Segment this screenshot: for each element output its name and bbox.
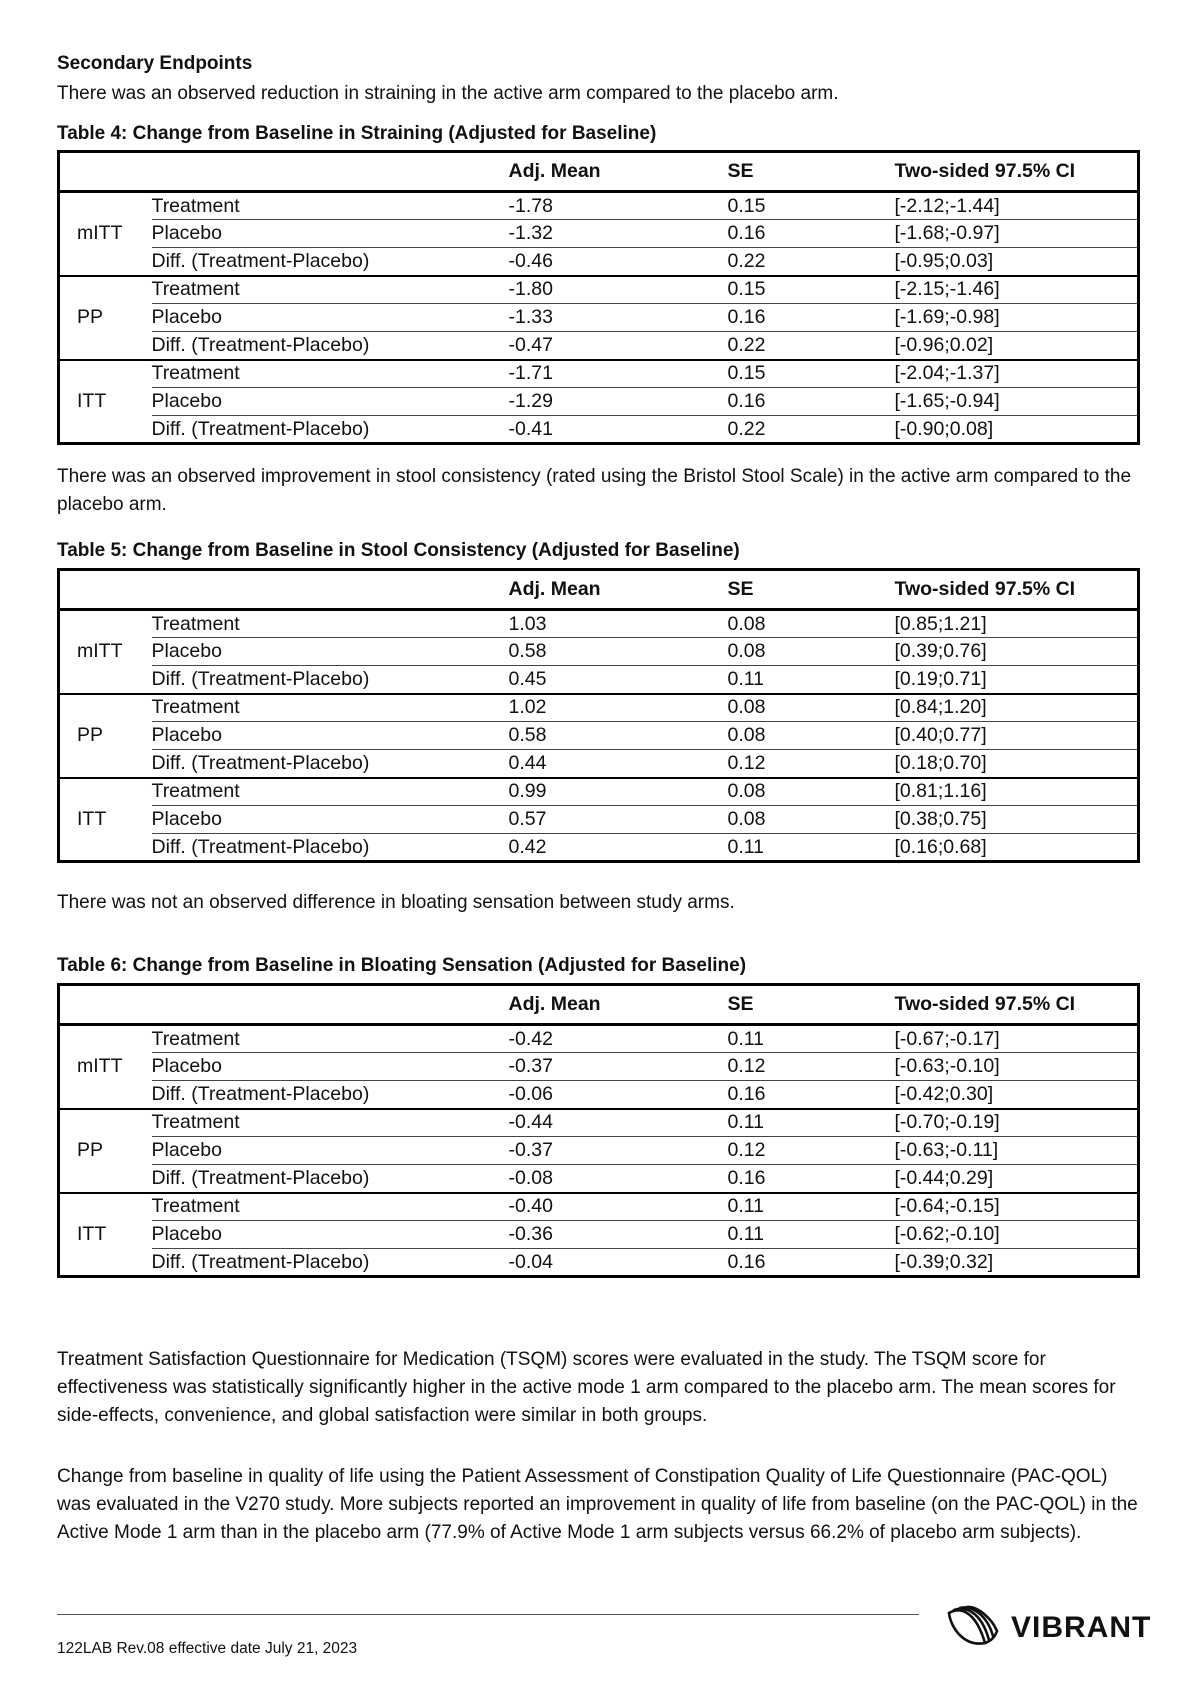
table-row bbox=[59, 1109, 1139, 1137]
se-cell: 0.16 bbox=[728, 388, 895, 416]
ci-cell: [0.38;0.75] bbox=[895, 806, 1139, 834]
population-label: ITT bbox=[77, 389, 107, 412]
se-cell: 0.15 bbox=[728, 276, 895, 304]
table-row bbox=[59, 834, 1139, 862]
population-label: mITT bbox=[59, 1025, 152, 1109]
population-label: mITT bbox=[59, 192, 152, 276]
table-row bbox=[59, 666, 1139, 694]
table-row bbox=[59, 1137, 1139, 1165]
adj-mean-cell: -0.42 bbox=[509, 1025, 728, 1053]
table-6 bbox=[57, 983, 1140, 1278]
table-row bbox=[59, 1081, 1139, 1109]
population-label: mITT bbox=[59, 610, 152, 694]
adj-mean-cell: -0.06 bbox=[509, 1081, 728, 1109]
adj-mean-cell: 0.44 bbox=[509, 750, 728, 778]
adj-mean-cell: 0.42 bbox=[508, 835, 547, 858]
header-blank bbox=[59, 985, 152, 1025]
arm-cell: Treatment bbox=[152, 360, 509, 388]
table-row bbox=[59, 416, 1139, 444]
section-heading: Secondary Endpoints bbox=[57, 53, 253, 74]
ci-cell: [0.16;0.68] bbox=[894, 835, 987, 858]
header-adj-mean: Adj. Mean bbox=[509, 985, 728, 1025]
ci-cell: [-0.63;-0.11] bbox=[895, 1137, 1139, 1165]
ci-cell: [0.39;0.76] bbox=[895, 638, 1139, 666]
header-ci: Two-sided 97.5% CI bbox=[895, 570, 1139, 610]
ci-cell: [-0.96;0.02] bbox=[895, 332, 1139, 360]
table-group bbox=[59, 1025, 1139, 1109]
table-row bbox=[59, 778, 1139, 806]
table-row bbox=[59, 304, 1139, 332]
adj-mean-cell: -0.46 bbox=[509, 248, 728, 276]
se-cell: 0.08 bbox=[728, 778, 895, 806]
adj-mean-cell: -1.29 bbox=[509, 388, 728, 416]
ci-cell: [0.18;0.70] bbox=[895, 750, 1139, 778]
se-cell: 0.12 bbox=[728, 750, 895, 778]
arm-cell: Placebo bbox=[152, 1053, 509, 1081]
ci-cell: [-0.95;0.03] bbox=[895, 248, 1139, 276]
arm-cell: Placebo bbox=[152, 1221, 509, 1249]
population-label: ITT bbox=[77, 1222, 107, 1245]
ci-cell: [-0.63;-0.10] bbox=[895, 1053, 1139, 1081]
ci-cell: [-1.68;-0.97] bbox=[895, 220, 1139, 248]
table-row bbox=[59, 1025, 1139, 1053]
se-cell: 0.11 bbox=[728, 666, 895, 694]
ci-cell: [0.84;1.20] bbox=[895, 694, 1139, 722]
se-cell: 0.22 bbox=[727, 417, 766, 440]
table-row bbox=[59, 1053, 1139, 1081]
table-group bbox=[59, 694, 1139, 778]
population-label: PP bbox=[59, 694, 152, 778]
header-adj-mean: Adj. Mean bbox=[509, 570, 728, 610]
adj-mean-cell: 0.57 bbox=[509, 806, 728, 834]
adj-mean-cell: -0.41 bbox=[508, 417, 553, 440]
arm-cell: Treatment bbox=[152, 276, 509, 304]
table-row bbox=[59, 806, 1139, 834]
ci-cell: [-0.67;-0.17] bbox=[895, 1025, 1139, 1053]
ci-cell: [-2.12;-1.44] bbox=[895, 192, 1139, 220]
se-cell: 0.22 bbox=[728, 332, 895, 360]
table-row bbox=[59, 388, 1139, 416]
population-label: PP bbox=[59, 276, 152, 360]
adj-mean-cell: 0.99 bbox=[509, 778, 728, 806]
table-header-row bbox=[59, 570, 1139, 610]
adj-mean-cell: -0.37 bbox=[509, 1053, 728, 1081]
table-group bbox=[59, 610, 1139, 694]
table-6-title: Table 6: Change from Baseline in Bloating Sensation (Adjusted for Baseline) bbox=[57, 955, 747, 976]
se-cell: 0.11 bbox=[728, 1221, 895, 1249]
se-cell: 0.16 bbox=[728, 1081, 895, 1109]
arm-cell: Diff. (Treatment-Placebo) bbox=[152, 1165, 509, 1193]
arm-cell: Diff. (Treatment-Placebo) bbox=[151, 417, 370, 440]
se-cell: 0.12 bbox=[728, 1053, 895, 1081]
arm-cell: Treatment bbox=[152, 192, 509, 220]
header-adj-mean: Adj. Mean bbox=[509, 152, 728, 192]
se-cell: 0.08 bbox=[728, 610, 895, 638]
header-blank bbox=[59, 570, 152, 610]
adj-mean-cell: -1.78 bbox=[509, 192, 728, 220]
table-row bbox=[59, 1249, 1139, 1277]
header-blank bbox=[152, 152, 509, 192]
table-group bbox=[59, 778, 1139, 862]
arm-cell: Diff. (Treatment-Placebo) bbox=[152, 666, 509, 694]
table-row bbox=[59, 360, 1139, 388]
adj-mean-cell: -1.33 bbox=[509, 304, 728, 332]
header-se: SE bbox=[728, 985, 895, 1025]
se-cell: 0.16 bbox=[728, 220, 895, 248]
se-cell: 0.11 bbox=[728, 1109, 895, 1137]
arm-cell: Placebo bbox=[152, 806, 509, 834]
table-row bbox=[59, 332, 1139, 360]
table-row bbox=[59, 610, 1139, 638]
adj-mean-cell: -1.71 bbox=[509, 360, 728, 388]
arm-cell: Diff. (Treatment-Placebo) bbox=[151, 1250, 370, 1273]
table-row bbox=[59, 1193, 1139, 1221]
table-5 bbox=[57, 568, 1140, 863]
table-group bbox=[59, 360, 1139, 444]
pacqol-paragraph: Change from baseline in quality of life using the Patient Assessment of Constipation Quality of Life Questionnaire (PAC-QOL) was evaluated in the V270 study. More subjects reported an improvement in quality of life from baseline (on the PAC-QOL) in the Active Mode 1 arm than in the placebo arm (77.9% of Active Mode 1 arm subjects versus 66.2% of placebo arm subjects). bbox=[57, 1466, 1138, 1543]
arm-cell: Placebo bbox=[152, 220, 509, 248]
ci-cell: [-0.70;-0.19] bbox=[895, 1109, 1139, 1137]
table-group bbox=[59, 192, 1139, 276]
vibrant-logo-mark-icon bbox=[945, 1603, 1003, 1653]
arm-cell: Treatment bbox=[152, 1109, 509, 1137]
se-cell: 0.11 bbox=[727, 835, 765, 858]
adj-mean-cell: -1.32 bbox=[509, 220, 728, 248]
header-ci: Two-sided 97.5% CI bbox=[895, 152, 1139, 192]
population-label: ITT bbox=[77, 807, 107, 830]
table-4 bbox=[57, 150, 1140, 445]
ci-cell: [-0.42;0.30] bbox=[895, 1081, 1139, 1109]
tsqm-paragraph: Treatment Satisfaction Questionnaire for Medication (TSQM) scores were evaluated in the study. The TSQM score for effectiveness was statistically significantly higher in the active mode 1 arm compared to the placebo arm. The mean scores for side-effects, convenience, and global satisfaction were similar in both groups. bbox=[57, 1349, 1116, 1426]
table-header-row bbox=[59, 152, 1139, 192]
arm-cell: Diff. (Treatment-Placebo) bbox=[152, 332, 509, 360]
table-5-title: Table 5: Change from Baseline in Stool Consistency (Adjusted for Baseline) bbox=[57, 540, 740, 561]
arm-cell: Diff. (Treatment-Placebo) bbox=[152, 248, 509, 276]
se-cell: 0.22 bbox=[728, 248, 895, 276]
adj-mean-cell: -1.80 bbox=[509, 276, 728, 304]
table-group bbox=[59, 1109, 1139, 1193]
table-row bbox=[59, 276, 1139, 304]
arm-cell: Treatment bbox=[152, 778, 509, 806]
bloating-paragraph: There was not an observed difference in bloating sensation between study arms. bbox=[57, 892, 735, 913]
header-se: SE bbox=[728, 152, 895, 192]
header-ci: Two-sided 97.5% CI bbox=[895, 985, 1139, 1025]
table-row bbox=[59, 220, 1139, 248]
table-row bbox=[59, 1221, 1139, 1249]
adj-mean-cell: 0.45 bbox=[509, 666, 728, 694]
se-cell: 0.12 bbox=[728, 1137, 895, 1165]
se-cell: 0.08 bbox=[728, 806, 895, 834]
arm-cell: Placebo bbox=[152, 1137, 509, 1165]
arm-cell: Placebo bbox=[152, 304, 509, 332]
adj-mean-cell: 0.58 bbox=[509, 638, 728, 666]
table-row bbox=[59, 722, 1139, 750]
table-group bbox=[59, 276, 1139, 360]
header-blank bbox=[152, 985, 509, 1025]
ci-cell: [0.19;0.71] bbox=[895, 666, 1139, 694]
se-cell: 0.08 bbox=[728, 638, 895, 666]
table-row bbox=[59, 694, 1139, 722]
arm-cell: Treatment bbox=[152, 694, 509, 722]
se-cell: 0.11 bbox=[728, 1193, 895, 1221]
logo-wordmark: VIBRANT bbox=[1011, 1611, 1152, 1644]
table-row bbox=[59, 638, 1139, 666]
se-cell: 0.08 bbox=[728, 722, 895, 750]
table-row bbox=[59, 1165, 1139, 1193]
arm-cell: Treatment bbox=[152, 610, 509, 638]
se-cell: 0.16 bbox=[728, 1165, 895, 1193]
arm-cell: Treatment bbox=[152, 1193, 509, 1221]
adj-mean-cell: -0.36 bbox=[509, 1221, 728, 1249]
ci-cell: [-1.65;-0.94] bbox=[895, 388, 1139, 416]
header-blank bbox=[59, 152, 152, 192]
se-cell: 0.11 bbox=[728, 1025, 895, 1053]
arm-cell: Diff. (Treatment-Placebo) bbox=[151, 835, 370, 858]
arm-cell: Treatment bbox=[152, 1025, 509, 1053]
se-cell: 0.15 bbox=[728, 192, 895, 220]
arm-cell: Diff. (Treatment-Placebo) bbox=[152, 1081, 509, 1109]
ci-cell: [0.85;1.21] bbox=[895, 610, 1139, 638]
ci-cell: [0.81;1.16] bbox=[895, 778, 1139, 806]
ci-cell: [-0.62;-0.10] bbox=[895, 1221, 1139, 1249]
se-cell: 0.15 bbox=[728, 360, 895, 388]
adj-mean-cell: -0.44 bbox=[509, 1109, 728, 1137]
ci-cell: [-0.90;0.08] bbox=[894, 417, 994, 440]
adj-mean-cell: -0.08 bbox=[509, 1165, 728, 1193]
ci-cell: [0.40;0.77] bbox=[895, 722, 1139, 750]
adj-mean-cell: 1.03 bbox=[509, 610, 728, 638]
se-cell: 0.16 bbox=[727, 1250, 766, 1273]
document-reference: 122LAB Rev.08 effective date July 21, 2023 bbox=[57, 1640, 358, 1657]
adj-mean-cell: -0.47 bbox=[509, 332, 728, 360]
arm-cell: Placebo bbox=[152, 638, 509, 666]
arm-cell: Diff. (Treatment-Placebo) bbox=[152, 750, 509, 778]
intro-paragraph: There was an observed reduction in straining in the active arm compared to the placebo arm. bbox=[57, 83, 839, 104]
adj-mean-cell: 1.02 bbox=[509, 694, 728, 722]
adj-mean-cell: -0.37 bbox=[509, 1137, 728, 1165]
ci-cell: [-2.15;-1.46] bbox=[895, 276, 1139, 304]
vibrant-logo bbox=[945, 1603, 1151, 1653]
table-row bbox=[59, 750, 1139, 778]
se-cell: 0.16 bbox=[728, 304, 895, 332]
header-se: SE bbox=[728, 570, 895, 610]
table-header-row bbox=[59, 985, 1139, 1025]
adj-mean-cell: -0.40 bbox=[509, 1193, 728, 1221]
table-row bbox=[59, 248, 1139, 276]
se-cell: 0.08 bbox=[728, 694, 895, 722]
ci-cell: [-0.39;0.32] bbox=[894, 1250, 994, 1273]
ci-cell: [-2.04;-1.37] bbox=[895, 360, 1139, 388]
footer-divider bbox=[57, 1614, 919, 1615]
ci-cell: [-1.69;-0.98] bbox=[895, 304, 1139, 332]
ci-cell: [-0.44;0.29] bbox=[895, 1165, 1139, 1193]
table-4-title: Table 4: Change from Baseline in Straining (Adjusted for Baseline) bbox=[57, 123, 657, 144]
arm-cell: Placebo bbox=[152, 388, 509, 416]
population-label: PP bbox=[59, 1109, 152, 1193]
stool-paragraph: There was an observed improvement in stool consistency (rated using the Bristol Stool Scale) in the active arm compared to the placebo arm. bbox=[57, 466, 1132, 515]
arm-cell: Placebo bbox=[152, 722, 509, 750]
table-group bbox=[59, 1193, 1139, 1277]
adj-mean-cell: 0.58 bbox=[509, 722, 728, 750]
ci-cell: [-0.64;-0.15] bbox=[895, 1193, 1139, 1221]
adj-mean-cell: -0.04 bbox=[508, 1250, 553, 1273]
table-row bbox=[59, 192, 1139, 220]
header-blank bbox=[152, 570, 509, 610]
